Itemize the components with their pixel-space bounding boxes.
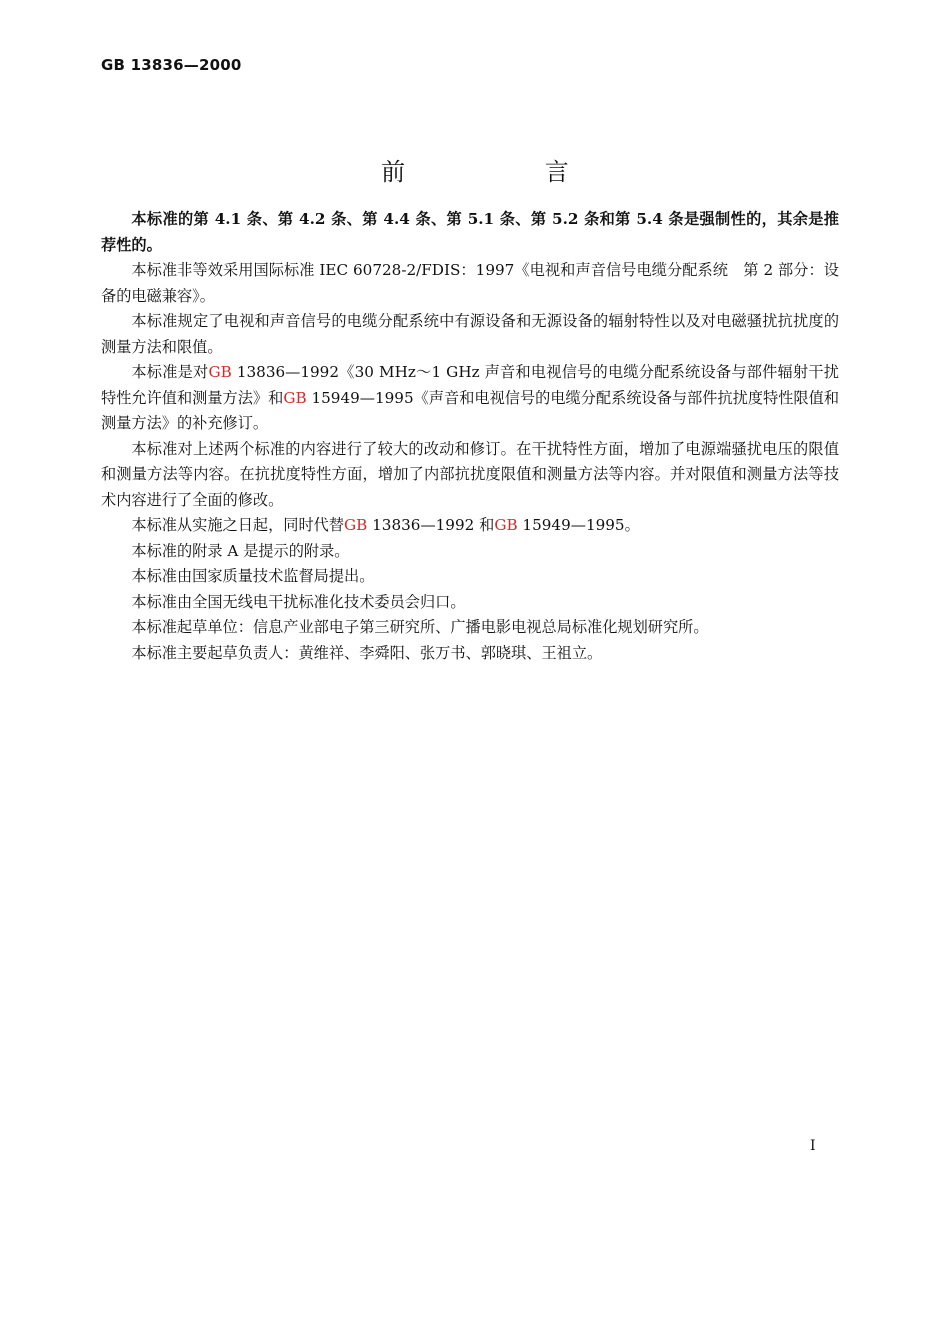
paragraph-replacement [101, 513, 839, 539]
gb-reference: GB [283, 388, 307, 407]
paragraph-appendix: 本标准的附录 A 是提示的附录。 [131, 541, 350, 560]
standard-code-header: GB 13836—2000 [101, 56, 242, 74]
paragraph-text: 15949—1995。 [517, 516, 640, 534]
paragraph-drafting-units: 本标准起草单位：信息产业部电子第三研究所、广播电影电视总局标准化规划研究所。 [131, 618, 709, 636]
paragraph-proposer: 本标准由国家质量技术监督局提出。 [131, 567, 375, 585]
paragraph-drafters: 本标准主要起草负责人：黄维祥、李舜阳、张万书、郭晓琪、王祖立。 [131, 643, 603, 662]
paragraph-mandatory-clauses: 本标准的第 4.1 条、第 4.2 条、第 4.4 条、第 5.1 条、第 5.2 条和第 5.4 条是强制性的，其余是推荐性的。 [101, 210, 839, 254]
page-title: 前 言 [381, 158, 635, 186]
paragraph-text: 本标准从实施之日起，同时代替 [131, 516, 345, 534]
foreword-body [101, 207, 839, 666]
gb-reference: GB [344, 516, 368, 534]
paragraph-text: 13836—1992 和 [367, 516, 495, 534]
paragraph-revision [101, 360, 839, 437]
paragraph-adoption: 本标准非等效采用国际标准 IEC 60728-2/FDIS：1997《电视和声音信号电缆分配系统 第 2 部分：设备的电磁兼容》。 [101, 261, 839, 305]
gb-reference: GB [494, 516, 518, 534]
paragraph-scope: 本标准规定了电视和声音信号的电缆分配系统中有源设备和无源设备的辐射特性以及对电磁骚扰抗扰度的测量方法和限值。 [101, 312, 839, 356]
gb-reference: GB [208, 363, 232, 381]
paragraph-text: 15949—1995《声音和电视信号的电缆分配系统设备与部件抗扰度特性限值和测量方法》的补充修订。 [101, 388, 840, 432]
paragraph-committee: 本标准由全国无线电干扰标准化技术委员会归口。 [131, 592, 466, 611]
paragraph-text: 本标准是对 [131, 363, 209, 381]
paragraph-changes: 本标准对上述两个标准的内容进行了较大的改动和修订。在干扰特性方面，增加了电源端骚扰电压的限值和测量方法等内容。在抗扰度特性方面，增加了内部抗扰度限值和测量方法等内容。并对限值和测量方法等技术内容进行了全面的修改。 [101, 439, 839, 509]
paragraph-text: 13836—1992《30 MHz～1 GHz 声音和电视信号的电缆分配系统设备与部件辐射干扰特性允许值和测量方法》和 [101, 363, 839, 407]
page-number: I [810, 1138, 816, 1154]
